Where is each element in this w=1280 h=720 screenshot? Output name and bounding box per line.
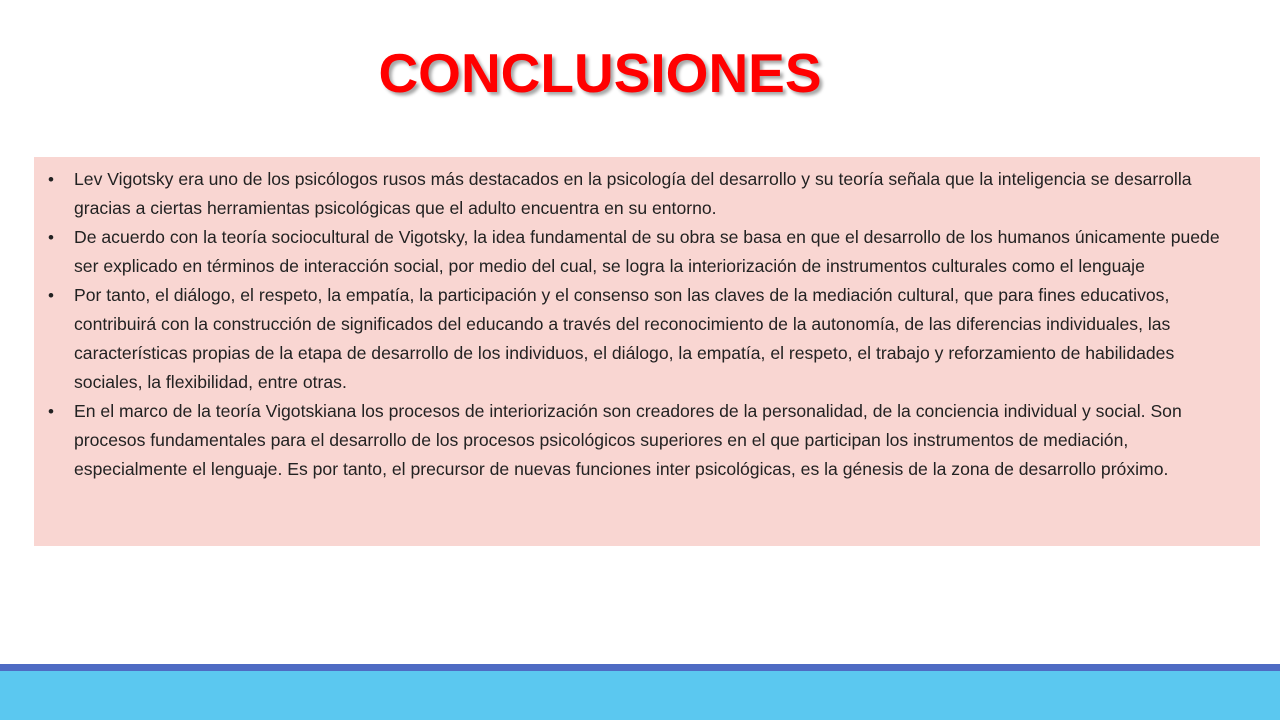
slide-title: CONCLUSIONES (378, 42, 822, 104)
conclusions-box (34, 157, 1260, 546)
bullet-dot-icon: • (48, 402, 54, 421)
bullet-dot-icon: • (48, 170, 54, 189)
bullet-text: En el marco de la teoría Vigotskiana los procesos de interiorización son creadores de la personalidad, de la conciencia individual y social. Son procesos fundamentales para el desarrollo de los procesos psicológicos superiores en el que participan los instrumentos de mediación, especialmente el lenguaje. Es por tanto, el precursor de nuevas funciones inter psicológicas, es la génesis de la zona de desarrollo próximo. (74, 401, 1182, 479)
bullet-text: Lev Vigotsky era uno de los psicólogos rusos más destacados en la psicología del desarrollo y su teoría señala que la inteligencia se desarrolla gracias a ciertas herramientas psicológicas que el adulto encuentra en su entorno. (74, 169, 1192, 218)
bullet-dot-icon: • (48, 286, 54, 305)
footer-band-dark (0, 664, 1280, 671)
bullet-text: Por tanto, el diálogo, el respeto, la empatía, la participación y el consenso son las claves de la mediación cultural, que para fines educativos, contribuirá con la construcción de significados del educando a través del reconocimiento de la autonomía, de las diferencias individuales, las características propias de la etapa de desarrollo de los individuos, el diálogo, la empatía, el respeto, el trabajo y reforzamiento de habilidades sociales, la flexibilidad, entre otras. (74, 285, 1175, 392)
bullet-item (48, 397, 1242, 484)
bullet-list (48, 165, 1242, 484)
bullet-text: De acuerdo con la teoría sociocultural de Vigotsky, la idea fundamental de su obra se basa en que el desarrollo de los humanos únicamente puede ser explicado en términos de interacción social, por medio del cual, se logra la interiorización de instrumentos culturales como el lenguaje (74, 227, 1220, 276)
bullet-dot-icon: • (48, 228, 54, 247)
footer-band-light (0, 671, 1280, 720)
bullet-item (48, 223, 1242, 281)
bullet-item (48, 165, 1242, 223)
bullet-item (48, 281, 1242, 397)
